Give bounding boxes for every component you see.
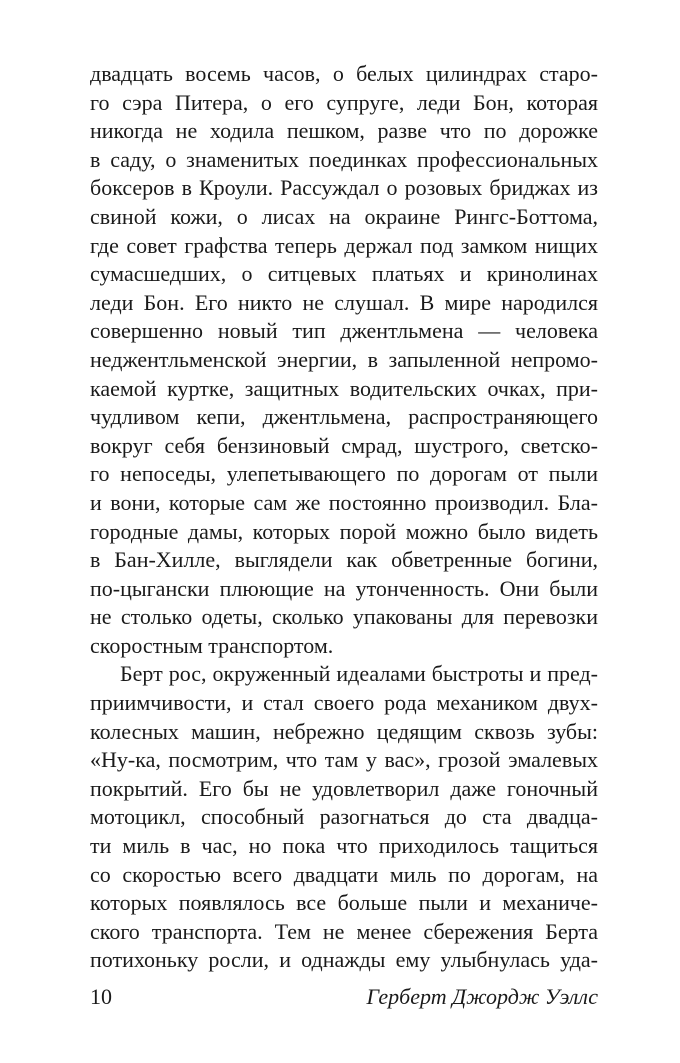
text-line: го сэра Питера, о его супруге, леди Бон, которая (90, 89, 598, 115)
text-line: со скоростью всего двадцати миль по дорогам, на (90, 861, 598, 887)
text-line: леди Бон. Его никто не слушал. В мире народился (90, 289, 598, 315)
page-footer (90, 982, 598, 1012)
text-line: вокруг себя бензиновый смрад, шустрого, светско- (90, 432, 598, 458)
text-line: двадцать восемь часов, о белых цилиндрах старо- (90, 61, 598, 86)
text-line: го непоседы, улепетывающего по дорогам от пыли (90, 461, 598, 487)
text-line: боксеров в Кроули. Рассуждал о розовых бриджах из (90, 175, 598, 201)
text-line: колесных машин, небрежно цедящим сквозь зубы: (90, 718, 598, 744)
text-line: в Бан-Хилле, выглядели как обветренные богини, (90, 547, 598, 573)
text-line: ского транспорта. Тем не менее сбережения Берта (90, 918, 598, 944)
text-line: покрытий. Его бы не удовлетворил даже гоночный (90, 775, 598, 801)
text-line: чудливом кепи, джентльмена, распространяющего (90, 404, 598, 430)
text-line: свиной кожи, о лисах на окраине Рингс-Боттома, (90, 203, 598, 229)
text-line: скоростным транспортом. (90, 632, 334, 658)
text-line: «Ну-ка, посмотрим, что там у вас», грозой эмалевых (90, 747, 598, 773)
text-line: в саду, о знаменитых поединках профессиональных (90, 146, 598, 172)
text-line: городные дамы, которых порой можно было видеть (90, 518, 598, 544)
text-line: и вони, которые сам же постоянно производил. Бла- (90, 489, 598, 515)
running-head-author: Герберт Джордж Уэллс (366, 984, 598, 1009)
text-line: где совет графства теперь держал под замком нищих (90, 232, 598, 258)
body-text (90, 60, 598, 975)
text-line: не столько одеты, сколько упакованы для перевозки (90, 604, 598, 630)
text-line: никогда не ходила пешком, разве что по дорожке (90, 118, 598, 144)
text-line: мотоцикл, способный разогнаться до ста двадца- (90, 804, 598, 830)
paragraph (90, 660, 598, 975)
text-line: ти миль в час, но пока что приходилось тащиться (90, 833, 598, 859)
text-line: сумасшедших, о ситцевых платьях и кринолинах (90, 261, 598, 287)
text-line: потихоньку росли, и однажды ему улыбнулась уда- (90, 947, 598, 973)
text-line: каемой куртке, защитных водительских очках, при- (90, 375, 598, 401)
text-line: совершенно новый тип джентльмена — человека (90, 318, 598, 344)
text-line: приимчивости, и стал своего рода механиком двух- (90, 690, 598, 716)
text-line: которых появлялось все больше пыли и механиче- (90, 890, 598, 916)
text-line: Берт рос, окруженный идеалами быстроты и пред- (120, 661, 598, 687)
page-number: 10 (90, 984, 112, 1009)
paragraph (90, 60, 598, 660)
text-line: по-цыгански плюющие на утонченность. Они были (90, 575, 598, 601)
text-line: неджентльменской энергии, в запыленной непромо- (90, 346, 598, 372)
